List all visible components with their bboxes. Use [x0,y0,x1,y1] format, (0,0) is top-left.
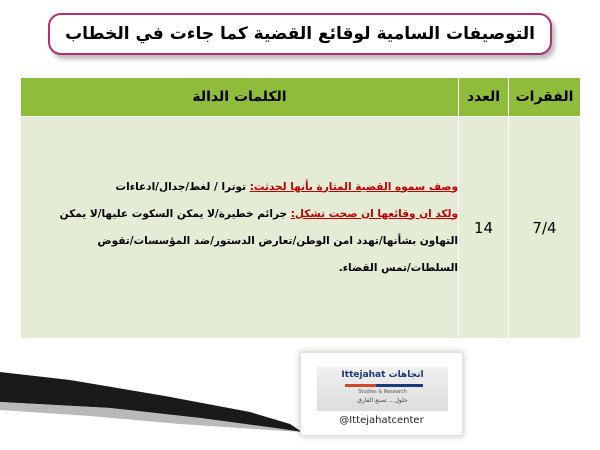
logo-tagline: Studies & Research [358,389,407,395]
logo-card [300,352,463,436]
desc-line-2 [21,201,458,228]
logo-bars-icon [345,384,423,387]
desc-text-2: جرائم خطيرة/لا يمكن السكوت عليها/لا يمكن [59,207,291,220]
logo-band [317,367,448,411]
paragraphs-cell: 7/4 [509,117,581,339]
facts-table [20,77,581,339]
table-header-row [21,78,581,117]
desc-line-1 [21,174,458,201]
desc-line-3: التهاون بشأنها/تهدد امن الوطن/تعارض الدستور/ضد المؤسسات/تقوض [97,234,458,247]
title-box [48,13,552,55]
desc-label-2: ولكد ان وقائعها ان صحت تشكل: [290,207,458,220]
logo-name-en: Ittejahat [341,370,386,380]
keywords-cell [21,117,459,339]
logo-handle: @Ittejahatcenter [339,415,424,426]
table-row [21,117,581,339]
header-count: العدد [459,78,509,117]
count-cell: 14 [459,117,509,339]
desc-text-1: توترا / لغط/جدال/ادعاءات [115,180,250,193]
page-title: التوصيفات السامية لوقائع القضية كما جاءت في الخطاب [65,24,535,44]
header-keywords: الكلمات الدالة [21,78,459,117]
header-paragraphs: الفقرات [509,78,581,117]
logo-wordmark [317,370,448,380]
logo-name-ar: اتجاهات [388,370,424,380]
desc-label-1: وصف سموه القضية المثارة بأنها لحدثت: [249,180,458,193]
desc-line-4: السلطات/تمس القضاء. [338,261,458,274]
logo-slogan: حلول... تصنع الفارق [357,397,408,404]
swoosh-dark [0,372,302,432]
swoosh-grey [0,402,302,432]
